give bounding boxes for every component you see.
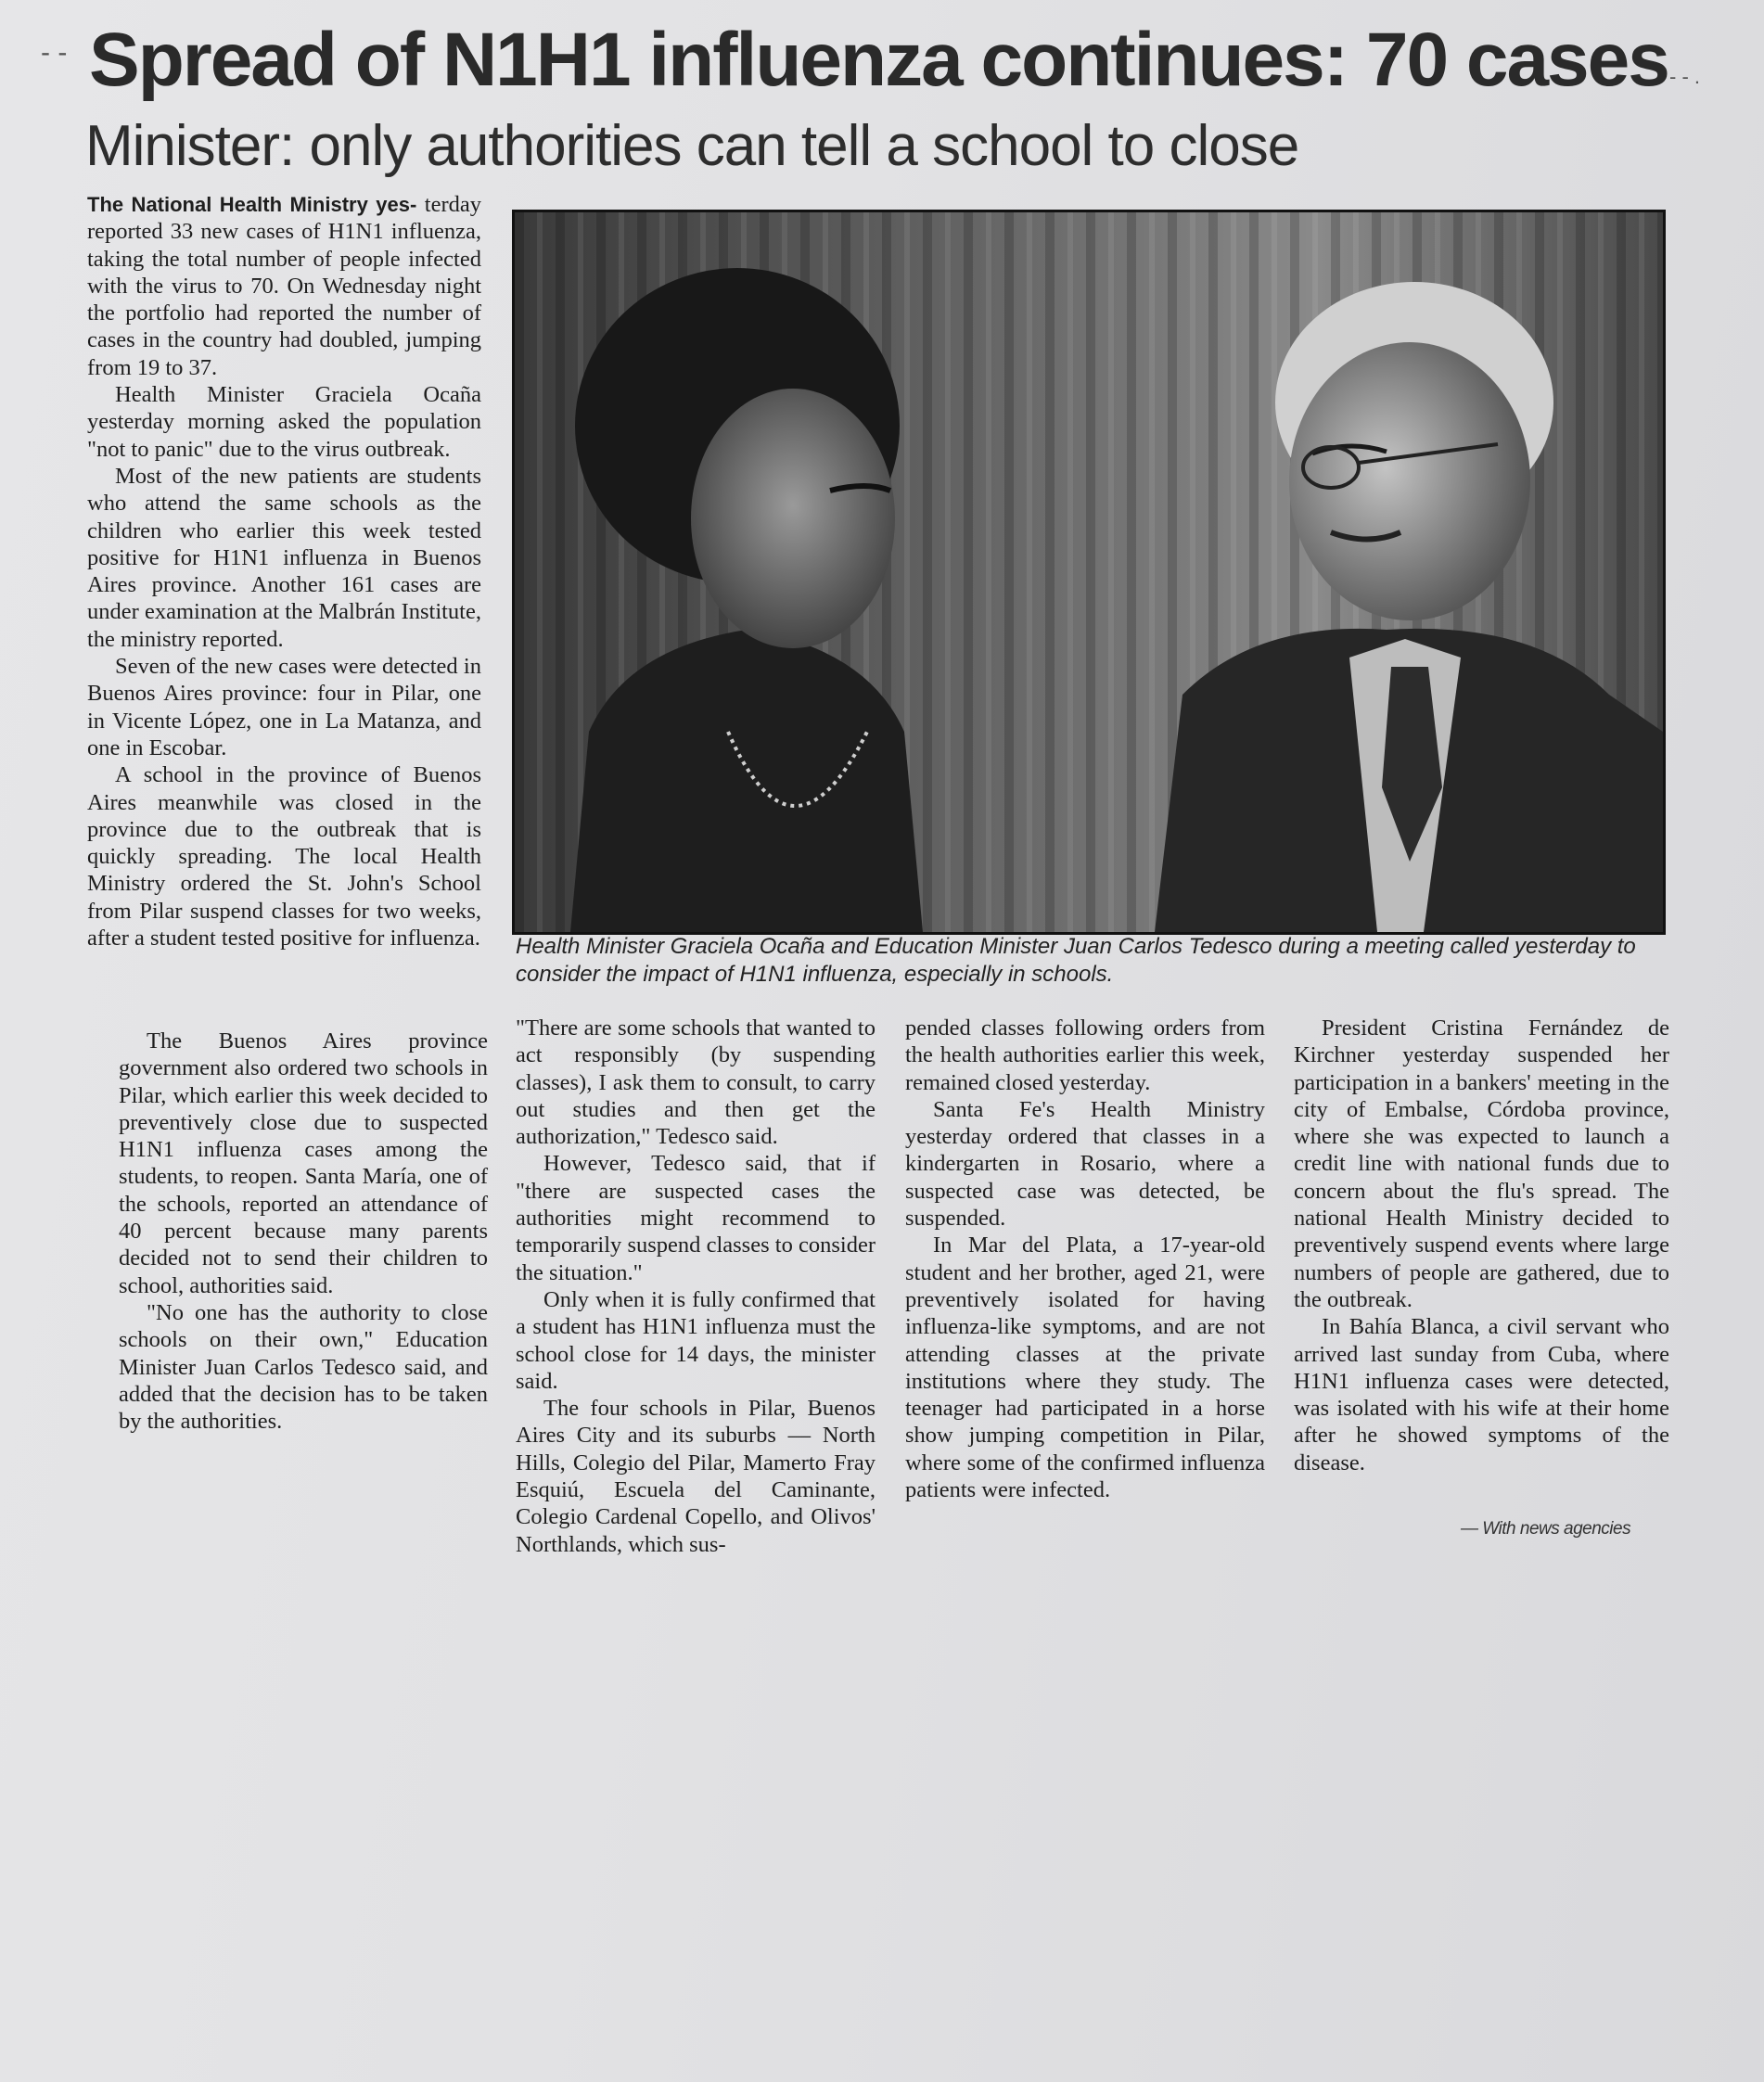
article-paragraph: Seven of the new cases were detected in Buenos Aires province: four in Pilar, one in Vicente López, one in La Matanza, and one in Escobar. [87, 654, 481, 760]
article-paragraph: Only when it is fully confirmed that a student has H1N1 influenza must the school close for 14 days, the minister said. [516, 1286, 876, 1394]
article-photo [512, 210, 1666, 935]
article-paragraph: In Bahía Blanca, a civil servant who arrived last sunday from Cuba, where H1N1 influenza cases were detected, was isolated with his wife at their home after he showed symptoms of the disease. [1294, 1314, 1669, 1475]
article-column-3 [905, 1015, 1265, 1503]
article-column-1-lower [119, 1028, 488, 1435]
article-column-4 [1294, 1015, 1669, 1476]
article-column-1 [87, 191, 481, 952]
lead-in: The National Health Ministry yes- [87, 193, 417, 216]
article-paragraph: Most of the new patients are students who attend the same schools as the children who earlier this week tested positive for H1N1 influenza in Buenos Aires province. Another 161 cases are under examination at the Malbrán Institute, the ministry reported. [87, 463, 481, 652]
article-paragraph: However, Tedesco said, that if "there are suspected cases the authorities might recommend to temporarily suspend classes to consider the situation." [516, 1151, 876, 1285]
photo-caption: Health Minister Graciela Ocaña and Education Minister Juan Carlos Tedesco during a meeting called yesterday to consider the impact of H1N1 influenza, especially in schools. [516, 934, 1636, 987]
article-paragraph: pended classes following orders from the health authorities earlier this week, remained closed yesterday. [905, 1015, 1265, 1095]
scan-mark-right: - - . [1669, 65, 1700, 88]
scan-mark-left: - - [41, 37, 68, 68]
subheadline: Minister: only authorities can tell a school to close [85, 114, 1299, 178]
article-paragraph: The National Health Ministry yes- terday reported 33 new cases of H1N1 influenza, taking the total number of people infected with the virus to 70. On Wednesday night the portfolio had reported the number of cases in the country had doubled, jumping from 19 to 37. [87, 192, 482, 380]
article-paragraph: A school in the province of Buenos Aires meanwhile was closed in the province due to the outbreak that is quickly spreading. The local Health Ministry ordered the St. John's School from Pilar suspend classes for two weeks, after a student tested positive for influenza. [87, 762, 481, 952]
article-column-2 [516, 1015, 876, 1558]
article-paragraph: President Cristina Fernández de Kirchner yesterday suspended her participation in a bankers' meeting in the city of Embalse, Córdoba province, where she was expected to launch a credit line with national funds due to concern about the flu's spread. The national Health Ministry decided to preventively suspend events where large numbers of people are gathered, due to the outbreak. [1294, 1015, 1669, 1312]
article-paragraph: The Buenos Aires province government also ordered two schools in Pilar, which earlier this week decided to preventively close due to suspected H1N1 influenza cases among the students, to reopen. Santa María, one of the schools, reported an attendance of 40 percent because many parents decided not to send their children to school, authorities said. [119, 1028, 488, 1298]
article-paragraph: "There are some schools that wanted to act responsibly (by suspending classes), I ask them to consult, to carry out studies and then get the authorization," Tedesco said. [516, 1015, 876, 1150]
article-paragraph: The four schools in Pilar, Buenos Aires City and its suburbs — North Hills, Colegio del Pilar, Mamerto Fray Esquiú, Escuela del Caminante, Colegio Cardenal Copello, and Olivos' Northlands, which sus- [516, 1396, 876, 1557]
headline: Spread of N1H1 influenza continues: 70 cases [89, 18, 1668, 102]
article-paragraph: In Mar del Plata, a 17-year-old student and her brother, aged 21, were preventively isolated for having influenza-like symptoms, and are not attending classes at the private institutions where they study. The teenager had participated in a horse show jumping competition in Pilar, where some of the confirmed influenza patients were infected. [905, 1233, 1265, 1503]
article-paragraph: Santa Fe's Health Ministry yesterday ordered that classes in a kindergarten in Rosario, where a suspected case was detected, be suspended. [905, 1096, 1265, 1232]
news-agency-credit: — With news agencies [1461, 1519, 1631, 1539]
article-paragraph: "No one has the authority to close schools on their own," Education Minister Juan Carlos Tedesco said, and added that the decision has to be taken by the authorities. [119, 1299, 488, 1435]
article-paragraph: Health Minister Graciela Ocaña yesterday morning asked the population "not to panic" due to the virus outbreak. [87, 382, 481, 462]
photo-illustration [515, 212, 1663, 932]
